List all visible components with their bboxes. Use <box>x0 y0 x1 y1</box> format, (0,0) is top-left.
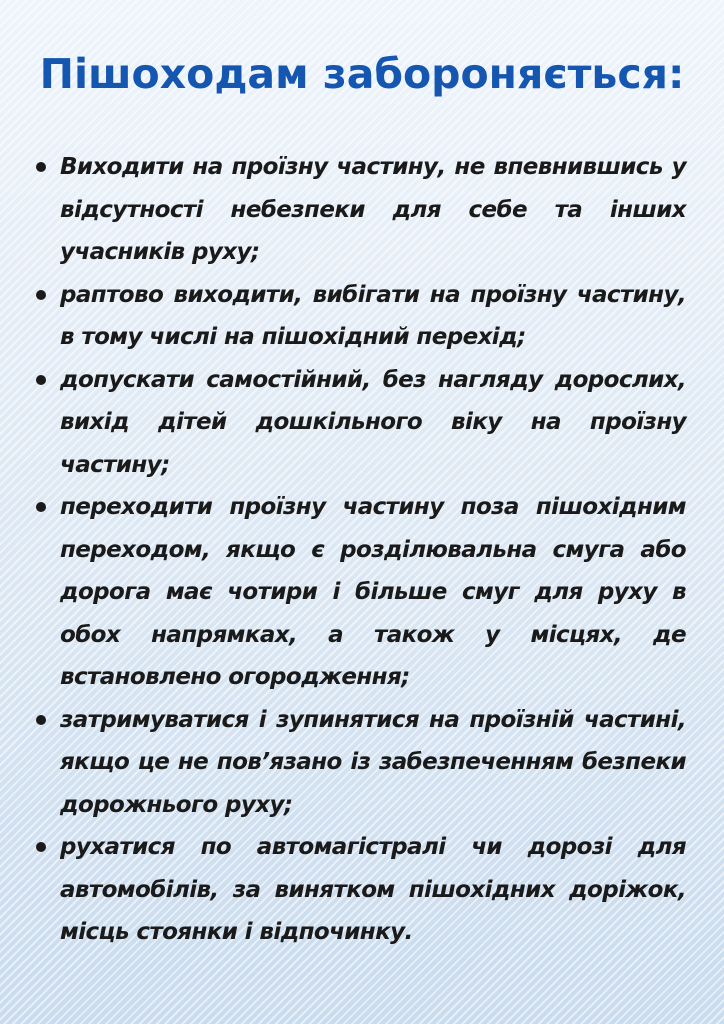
poster-title: Пішоходам забороняється: <box>39 50 685 98</box>
list-item-text: допускати самостійний, без нагляду дорослих, вихід дітей дошкільного віку на проїзну частину; <box>60 366 686 478</box>
list-item-text: рухатися по автомагістралі чи дорозі для автомобілів, за винятком пішохідних доріжок, місць стоянки і відпочинку. <box>60 834 686 945</box>
list-item-text: Виходити на проїзну частину, не впевнившись у відсутності небезпеки для себе та інших учасників руху; <box>60 154 686 265</box>
list-item <box>36 486 686 699</box>
bullet-icon <box>36 162 46 172</box>
list-item <box>36 699 686 827</box>
prohibition-list <box>36 146 686 954</box>
bullet-icon <box>36 375 46 385</box>
bullet-icon <box>36 290 46 300</box>
bullet-icon <box>36 715 46 725</box>
list-item-text: переходити проїзну частину поза пішохідним переходом, якщо є розділювальна смуга або дорога має чотири і більше смуг для руху в обох напрямках, а також у місцях, де встановлено огородження; <box>60 494 686 690</box>
list-item <box>36 359 686 487</box>
list-item <box>36 274 686 359</box>
list-item-text: раптово виходити, вибігати на проїзну частину, в тому числі на пішохідний перехід; <box>60 281 686 350</box>
list-item-text: затримуватися і зупинятися на проїзній частині, якщо це не пов’язано із забезпеченням безпеки дорожнього руху; <box>60 706 686 818</box>
bullet-icon <box>36 842 46 852</box>
list-item <box>36 826 686 954</box>
bullet-icon <box>36 502 46 512</box>
list-item <box>36 146 686 274</box>
